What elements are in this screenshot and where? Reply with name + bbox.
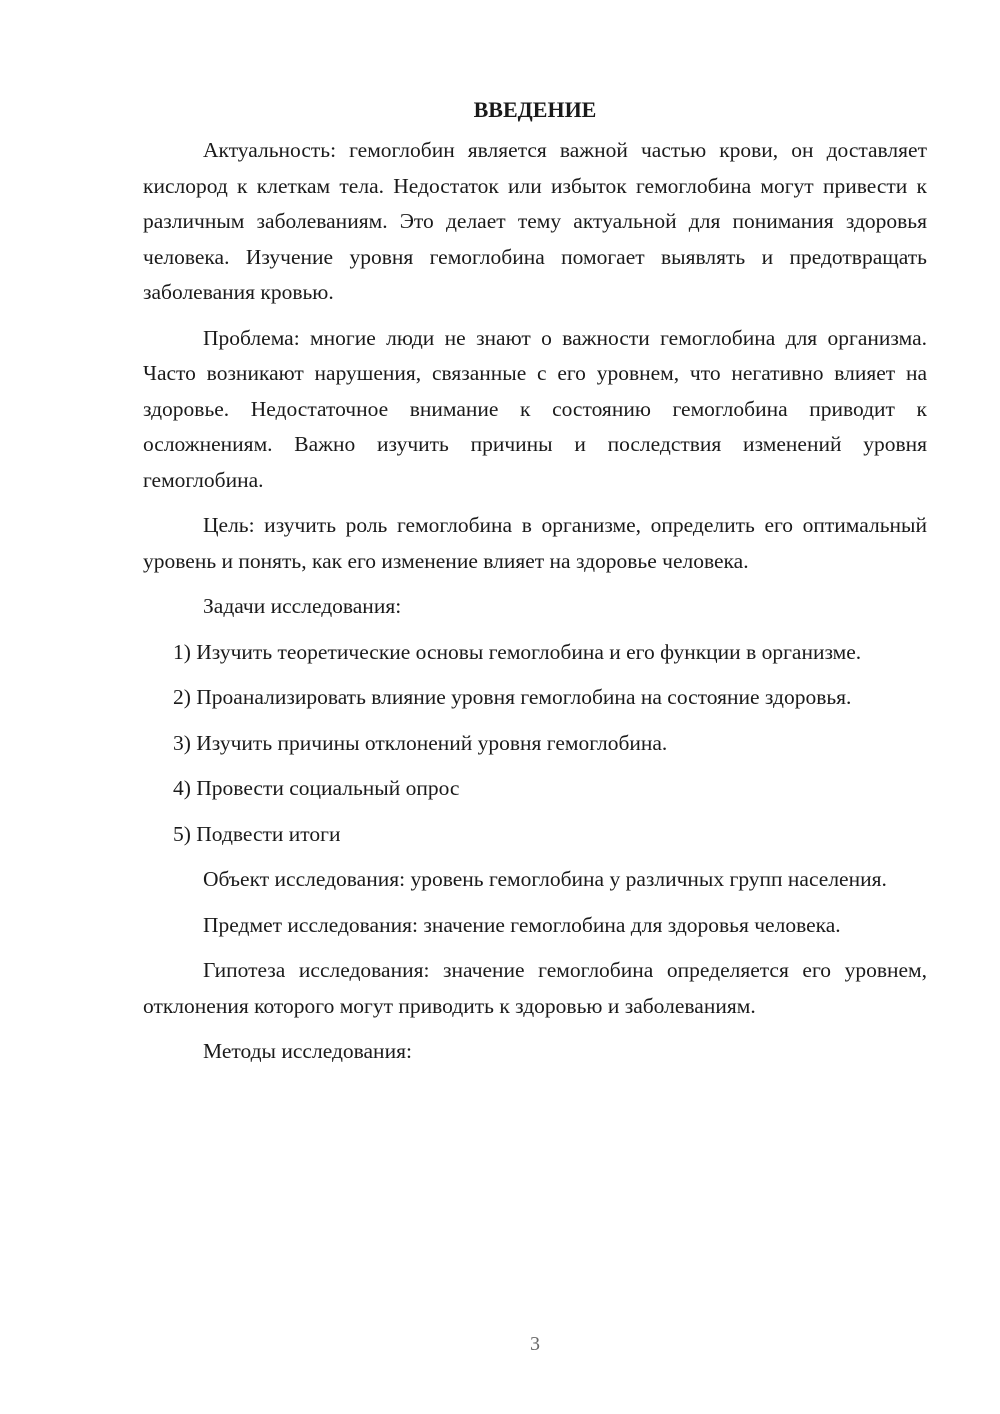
paragraph-relevance: Актуальность: гемоглобин является важной частью крови, он доставляет кислород к клеткам тела. Недостаток или избыток гемоглобина могут привести к различным заболеваниям. Это делает тему актуальной для понимания здоровья человека. Изучение уровня гемоглобина помогает выявлять и предотвращать заболевания кровью.: [143, 138, 927, 304]
paragraph-hypothesis: Гипотеза исследования: значение гемоглобина определяется его уровнем, отклонения которого могут приводить к здоровью и заболеваниям.: [143, 958, 927, 1018]
paragraph-methods-title: Методы исследования:: [203, 1039, 412, 1063]
task-item-1: 1) Изучить теоретические основы гемоглобина и его функции в организме.: [173, 639, 862, 664]
section-heading: ВВЕДЕНИЕ: [473, 97, 597, 122]
document-page: [143, 93, 927, 1080]
task-item-5: 5) Подвести итоги: [173, 821, 341, 846]
paragraph-object: Объект исследования: уровень гемоглобина у различных групп населения.: [203, 867, 887, 891]
paragraph-subject: Предмет исследования: значение гемоглобина для здоровья человека.: [203, 912, 841, 937]
task-item-3: 3) Изучить причины отклонений уровня гемоглобина.: [173, 730, 668, 755]
page-number: 3: [530, 1333, 540, 1355]
paragraph-tasks-title: Задачи исследования:: [203, 594, 402, 618]
task-item-2: 2) Проанализировать влияние уровня гемоглобина на состояние здоровья.: [173, 685, 852, 709]
task-item-4: 4) Провести социальный опрос: [173, 776, 460, 800]
paragraph-goal: Цель: изучить роль гемоглобина в организме, определить его оптимальный уровень и понять, как его изменение влияет на здоровье человека.: [143, 513, 927, 573]
paragraph-problem: Проблема: многие люди не знают о важности гемоглобина для организма. Часто возникают нарушения, связанные с его уровнем, что негативно влияет на здоровье. Недостаточное внимание к состоянию гемоглобина приводит к осложнениям. Важно изучить причины и последствия изменений уровня гемоглобина.: [143, 325, 927, 492]
